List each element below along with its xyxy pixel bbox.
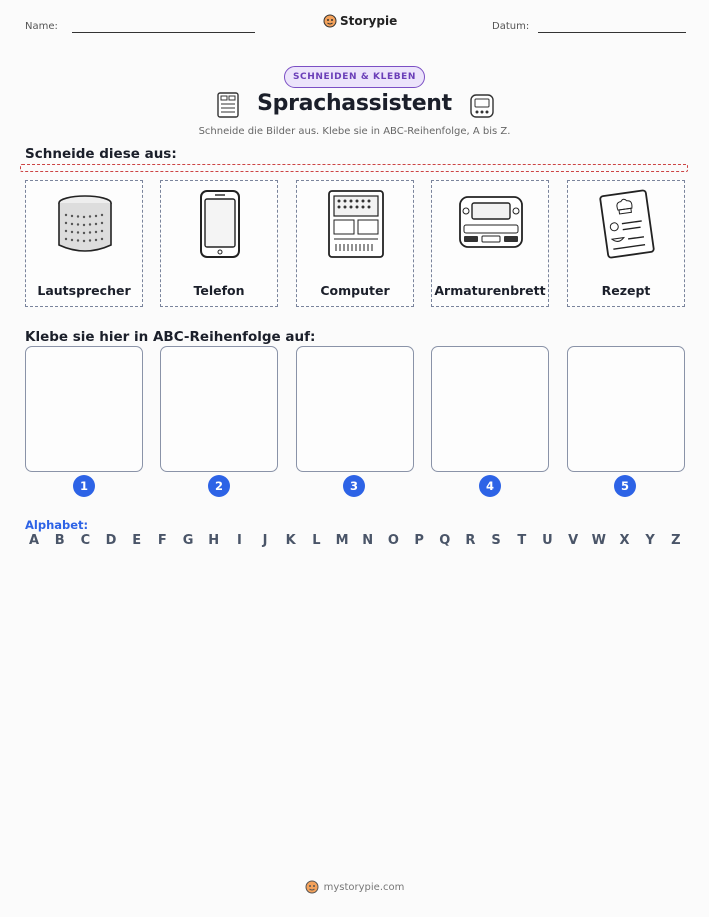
alphabet-letter: Y (645, 533, 655, 548)
alphabet-letter: E (132, 533, 142, 548)
dashboard-icon (456, 189, 526, 259)
alphabet-letter: B (54, 533, 65, 548)
footer (0, 880, 709, 894)
smartphone-icon (185, 189, 255, 259)
alphabet-letter: P (414, 533, 424, 548)
cut-card-armaturenbrett[interactable] (431, 180, 549, 307)
alphabet-row (25, 533, 685, 548)
alphabet-letter: M (335, 533, 349, 548)
card-label: Rezept (601, 283, 651, 298)
alphabet-letter: X (619, 533, 630, 548)
alphabet-letter: H (208, 533, 220, 548)
slot-number: 4 (479, 475, 501, 497)
alphabet-letter: I (236, 533, 242, 548)
storypie-mascot-icon (323, 14, 337, 28)
footer-site[interactable]: mystorypie.com (323, 881, 405, 893)
page-title: Sprachassistent (257, 91, 452, 116)
cut-heading: Schneide diese aus: (25, 146, 177, 162)
brand-name: Storypie (340, 14, 398, 28)
alphabet-letter: R (465, 533, 476, 548)
alphabet-letter: N (362, 533, 374, 548)
paste-slot-5[interactable] (567, 346, 685, 472)
paste-slot-3[interactable] (296, 346, 414, 472)
alphabet-letter: Q (439, 533, 451, 548)
alphabet-letter: S (491, 533, 501, 548)
cut-card-computer[interactable] (296, 180, 414, 307)
instructions: Schneide die Bilder aus. Klebe sie in ABC-Reihenfolge, A bis Z. (198, 126, 511, 137)
slot-number: 2 (208, 475, 230, 497)
paste-slot-4[interactable] (431, 346, 549, 472)
recipe-icon (592, 189, 662, 259)
name-label: Name: (25, 21, 58, 32)
dashboard-icon (469, 93, 495, 119)
alphabet-letter: J (262, 533, 268, 548)
alphabet-letter: Z (671, 533, 681, 548)
smart-speaker-icon (50, 189, 120, 259)
alphabet-letter: G (182, 533, 194, 548)
alphabet-letter: W (591, 533, 606, 548)
cut-card-rezept[interactable] (567, 180, 685, 307)
paste-slot-1[interactable] (25, 346, 143, 472)
paste-slot-2[interactable] (160, 346, 278, 472)
storypie-mascot-icon (305, 880, 319, 894)
alphabet-letter: T (517, 533, 527, 548)
card-label: Armaturenbrett (434, 283, 546, 298)
alphabet-heading: Alphabet: (25, 518, 89, 532)
alphabet-letter: K (285, 533, 296, 548)
card-label: Computer (320, 283, 390, 298)
alphabet-letter: L (312, 533, 321, 548)
name-line[interactable] (72, 32, 255, 33)
alphabet-letter: V (568, 533, 579, 548)
alphabet-letter: C (80, 533, 91, 548)
computer-icon (321, 189, 391, 259)
card-label: Lautsprecher (37, 283, 131, 298)
slot-number: 3 (343, 475, 365, 497)
card-label: Telefon (193, 283, 245, 298)
cut-line (20, 164, 688, 172)
brand-logo (323, 14, 397, 28)
cut-card-lautsprecher[interactable] (25, 180, 143, 307)
date-line[interactable] (538, 32, 686, 33)
alphabet-letter: F (157, 533, 167, 548)
paste-heading: Klebe sie hier in ABC-Reihenfolge auf: (25, 329, 316, 345)
slot-number: 1 (73, 475, 95, 497)
alphabet-letter: U (542, 533, 553, 548)
slot-number: 5 (614, 475, 636, 497)
cut-card-telefon[interactable] (160, 180, 278, 307)
alphabet-letter: A (28, 533, 40, 548)
activity-badge: SCHNEIDEN & KLEBEN (284, 66, 425, 88)
alphabet-letter: O (387, 533, 399, 548)
alphabet-letter: D (105, 533, 117, 548)
date-label: Datum: (492, 21, 530, 32)
